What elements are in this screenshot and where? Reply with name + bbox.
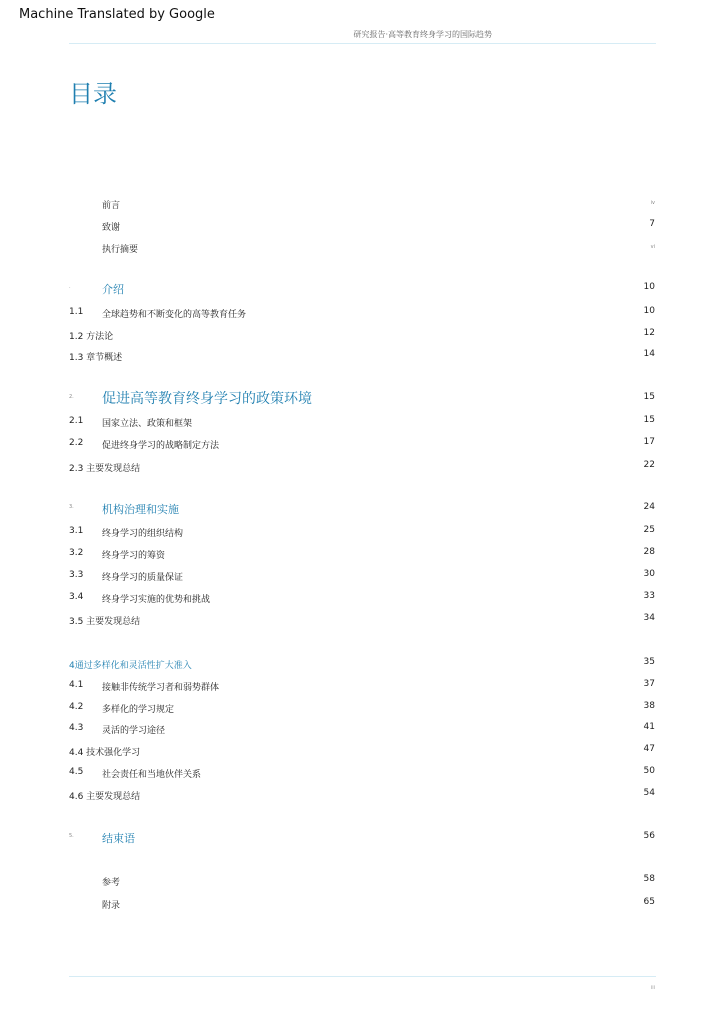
toc-entry-page: 38	[643, 701, 655, 711]
toc-entry-page: 17	[643, 437, 655, 447]
toc-entry-page: 12	[643, 328, 655, 338]
toc-entry-number: 2.2	[69, 438, 84, 448]
toc-entry[interactable]	[69, 743, 655, 757]
toc-entry-label: 1.3 章节概述	[69, 353, 123, 363]
toc-entry-page: 15	[643, 415, 655, 425]
toc-entry-label: 执行摘要	[102, 245, 139, 255]
toc-entry[interactable]	[69, 765, 655, 779]
toc-entry-number: 5.	[69, 833, 74, 839]
toc-entry-label: 4.6 主要发现总结	[69, 792, 141, 802]
toc-entry[interactable]	[69, 830, 655, 844]
toc-entry-label: 多样化的学习规定	[102, 705, 175, 715]
toc-entry-label: 4.4 技术强化学习	[69, 748, 141, 758]
toc-entry[interactable]	[69, 568, 655, 582]
toc-entry[interactable]	[69, 524, 655, 538]
toc-entry-page: 25	[643, 525, 655, 535]
toc-entry-label: 前言	[102, 201, 121, 211]
toc-entry[interactable]	[69, 873, 655, 887]
toc-entry-label: 3.5 主要发现总结	[69, 617, 141, 627]
toc-entry-label: 终身学习的筹资	[102, 551, 166, 561]
toc-entry-page: 41	[643, 722, 655, 732]
toc-entry-page: 15	[643, 392, 655, 402]
footer-rule	[69, 976, 656, 977]
toc-entry[interactable]	[69, 240, 655, 254]
toc-entry[interactable]	[69, 414, 655, 428]
toc-entry-label: 2.3 主要发现总结	[69, 464, 141, 474]
toc-entry-number: 3.2	[69, 548, 84, 558]
toc-entry-number: .	[69, 284, 71, 290]
toc-entry[interactable]	[69, 896, 655, 910]
toc-entry[interactable]	[69, 700, 655, 714]
toc-entry[interactable]	[69, 678, 655, 692]
toc-entry[interactable]	[69, 196, 655, 210]
toc-entry-label: 机构治理和实施	[102, 503, 179, 516]
toc-entry-page: 54	[643, 788, 655, 798]
toc-entry[interactable]	[69, 305, 655, 319]
toc-entry-label: 4通过多样化和灵活性扩大准入	[69, 661, 192, 671]
toc-entry[interactable]	[69, 459, 655, 473]
toc-entry-page: 35	[643, 657, 655, 667]
toc-entry-label: 终身学习的组织结构	[102, 529, 184, 539]
toc-entry-page: 14	[643, 349, 655, 359]
toc-entry-label: 致谢	[102, 223, 121, 233]
toc-entry-page: 58	[643, 874, 655, 884]
toc-entry[interactable]	[69, 656, 655, 670]
toc-entry[interactable]	[69, 348, 655, 362]
toc-entry[interactable]	[69, 327, 655, 341]
page-title: 目录	[69, 80, 117, 108]
toc-entry-page: 30	[643, 569, 655, 579]
toc-entry-label: 附录	[102, 901, 121, 911]
toc-entry-label: 终身学习的质量保证	[102, 573, 184, 583]
toc-entry-label: 灵活的学习途径	[102, 726, 166, 736]
toc-entry-page: 65	[643, 897, 655, 907]
toc-entry-number: 4.2	[69, 702, 84, 712]
toc-entry-number: 4.5	[69, 767, 84, 777]
toc-entry-label: 1.2 方法论	[69, 332, 114, 342]
toc-entry-page: 47	[643, 744, 655, 754]
toc-entry-page: 22	[643, 460, 655, 470]
toc-entry-label: 国家立法、政策和框架	[102, 419, 193, 429]
toc-entry-number: 3.1	[69, 526, 84, 536]
toc-entry-number: 2.	[69, 394, 74, 400]
toc-entry-label: 促进高等教育终身学习的政策环境	[102, 391, 312, 407]
toc-entry[interactable]	[69, 218, 655, 232]
toc-entry-number: 4.1	[69, 680, 84, 690]
toc-entry-page: 24	[643, 502, 655, 512]
toc-entry-label: 全球趋势和不断变化的高等教育任务	[102, 310, 247, 320]
toc-entry-number: 4.3	[69, 723, 84, 733]
toc-entry-page: 34	[643, 613, 655, 623]
machine-translation-banner: Machine Translated by Google	[19, 7, 215, 22]
toc-entry-label: 参考	[102, 878, 121, 888]
toc-entry[interactable]	[69, 436, 655, 450]
page-number: iii	[650, 985, 655, 991]
toc-entry-label: 接触非传统学习者和弱势群体	[102, 683, 220, 693]
toc-entry-number: 3.4	[69, 592, 84, 602]
toc-entry-label: 介绍	[102, 283, 124, 296]
toc-entry[interactable]	[69, 787, 655, 801]
toc-entry-page: 10	[643, 306, 655, 316]
toc-entry[interactable]	[69, 546, 655, 560]
toc-entry-label: 社会责任和当地伙伴关系	[102, 770, 202, 780]
toc-entry[interactable]	[69, 612, 655, 626]
toc-entry[interactable]	[69, 281, 655, 295]
toc-entry-page: 56	[643, 831, 655, 841]
toc-entry-label: 结束语	[102, 832, 135, 845]
header-rule	[69, 43, 656, 44]
running-head: 研究报告·高等教育终身学习的国际趋势	[353, 30, 492, 39]
toc-entry-page: 33	[643, 591, 655, 601]
toc-entry-number: 2.1	[69, 416, 84, 426]
toc-entry-page: 37	[643, 679, 655, 689]
toc-entry-page: 28	[643, 547, 655, 557]
toc-entry-number: 3.	[69, 504, 74, 510]
toc-entry-label: 促进终身学习的战略制定方法	[102, 441, 220, 451]
toc-entry-page: 10	[643, 282, 655, 292]
toc-entry[interactable]	[69, 721, 655, 735]
toc-entry-page: vi	[650, 244, 655, 250]
toc-entry-page: iv	[650, 200, 655, 206]
toc-entry-label: 终身学习实施的优势和挑战	[102, 595, 211, 605]
toc-entry-number: 1.1	[69, 307, 84, 317]
toc-entry[interactable]	[69, 590, 655, 604]
toc-entry-page: 50	[643, 766, 655, 776]
toc-entry-page: 7	[649, 219, 655, 229]
toc-entry-number: 3.3	[69, 570, 84, 580]
toc-entry[interactable]	[69, 391, 655, 405]
toc-entry[interactable]	[69, 501, 655, 515]
